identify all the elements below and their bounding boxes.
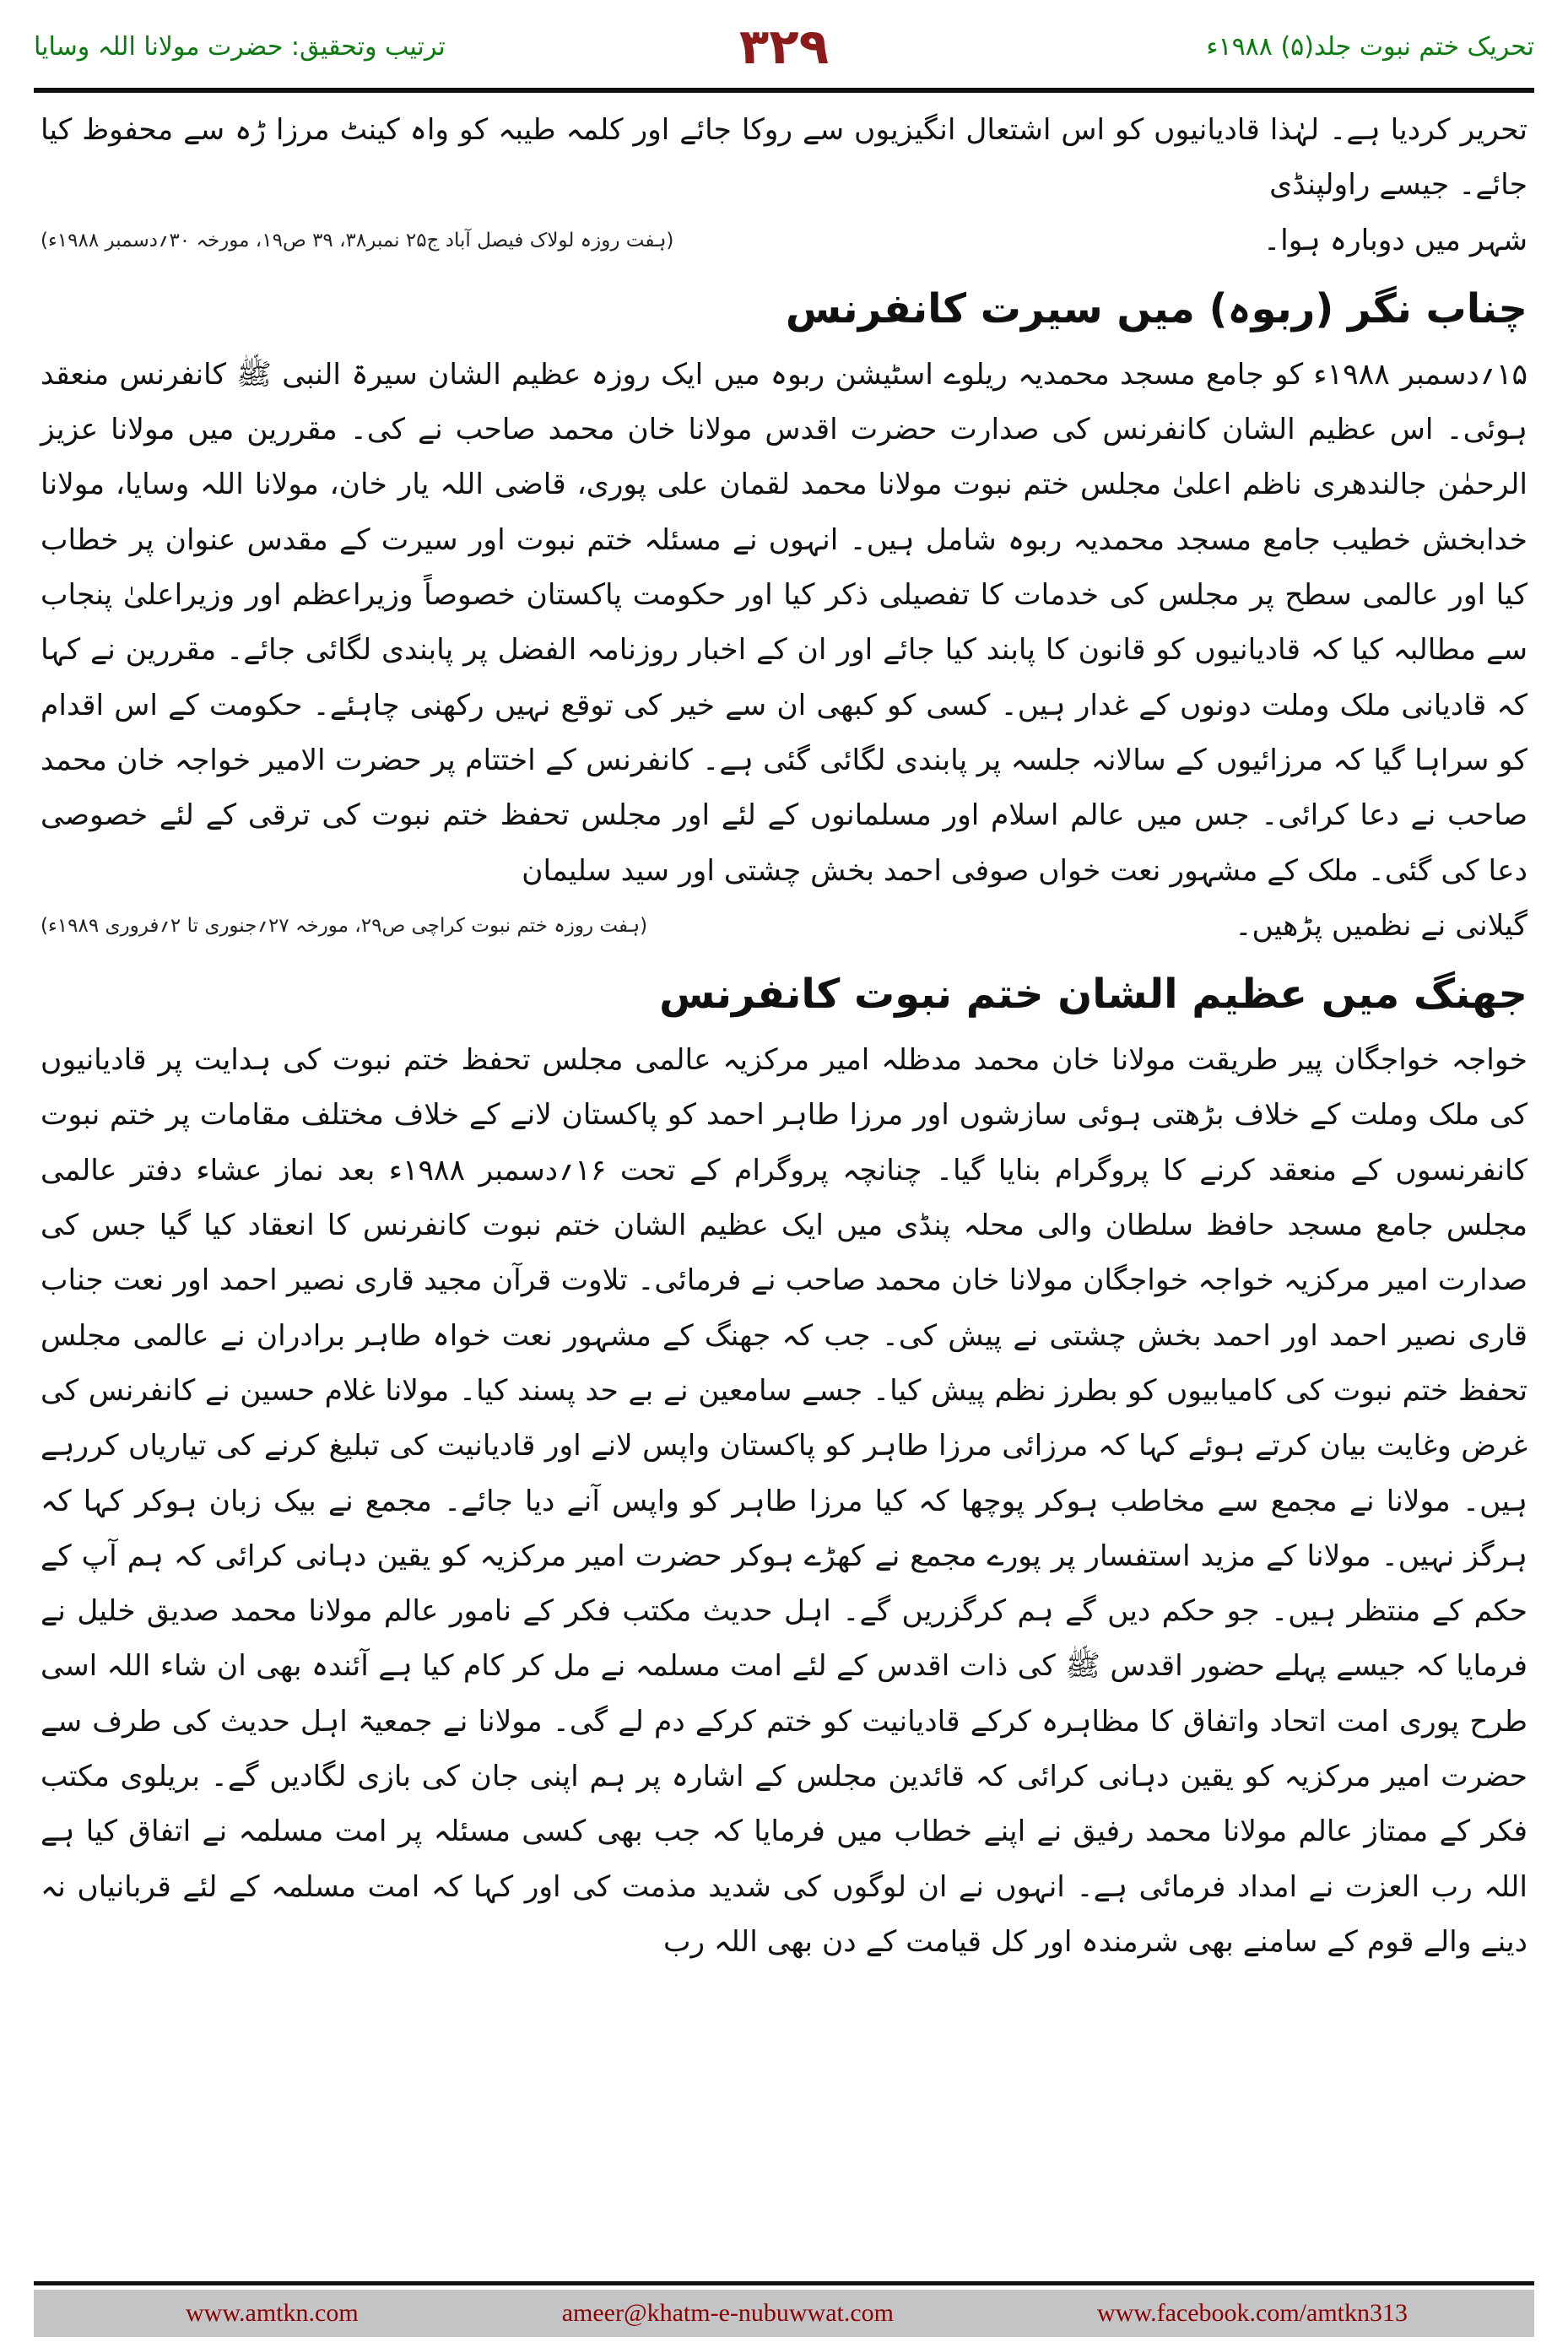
section1-closing-line: [41, 899, 1527, 954]
section2-heading: جھنگ میں عظیم الشان ختم نبوت کانفرنس: [659, 971, 1527, 1019]
compiler-credit: ترتیب وتحقیق: حضرت مولانا اللہ وسایا: [34, 31, 446, 62]
website-link[interactable]: www.amtkn.com: [186, 2299, 359, 2327]
page-header: [34, 17, 1534, 76]
section1-heading: چناب نگر (ربوہ) میں سیرت کانفرنس: [785, 284, 1527, 333]
facebook-link[interactable]: www.facebook.com/amtkn313: [1097, 2299, 1408, 2327]
section2-body: خواجہ خواجگان پیر طریقت مولانا خان محمد مدظلہ امیر مرکزیہ عالمی مجلس تحفظ ختم نبوت کی ہدایت پر قادیانیوں کی ملک وملت کے خلاف بڑھتی ہوئی سازشوں اور مرزا طاہر احمد کو پاکستان لانے کے خلاف مختلف مقامات پر ختم نبوت کانفرنسوں کے منعقد کرنے کا پروگرام بنایا گیا۔ چنانچہ پروگرام کے تحت ۱۶؍دسمبر ۱۹۸۸ء بعد نماز عشاء دفتر عالمی مجلس جامع مسجد حافظ سلطان والی محلہ پنڈی میں ایک عظیم الشان ختم نبوت کانفرنس کا انعقاد کیا گیا جس کی صدارت امیر مرکزیہ خواجہ خواجگان مولانا خان محمد صاحب نے فرمائی۔ تلاوت قرآن مجید قاری نصیر احمد اور نعت جناب قاری نصیر احمد اور احمد بخش چشتی نے پیش کی۔ جب کہ جھنگ کے مشہور نعت خواہ طاہر برادران نے عالمی مجلس تحفظ ختم نبوت کی کامیابیوں کو بطرز نظم پیش کیا۔ جسے سامعین نے بے حد پسند کیا۔ مولانا غلام حسین نے کانفرنس کی غرض وغایت بیان کرتے ہوئے کہا کہ مرزائی مرزا طاہر کو پاکستان واپس لانے اور قادیانیت کی تبلیغ کرنے کی تیاریاں کررہے ہیں۔ مولانا نے مجمع سے مخاطب ہوکر پوچھا کہ کیا مرزا طاہر کو واپس آنے دیا جائے۔ مجمع نے بیک زبان ہوکر کہا کہ ہرگز نہیں۔ مولانا کے مزید استفسار پر پورے مجمع نے کھڑے ہوکر حضرت امیر مرکزیہ کو یقین دہانی کرائی کہ ہم آپ کے حکم کے منتظر ہیں۔ جو حکم دیں گے ہم کرگزریں گے۔ اہل حدیث مکتب فکر کے نامور عالم مولانا محمد صدیق خلیل نے فرمایا کہ جیسے پہلے حضور اقدس ﷺ کی ذات اقدس کے لئے امت مسلمہ نے مل کر کام کیا ہے آئندہ بھی ان شاء اللہ اسی طرح پوری امت اتحاد واتفاق کا مظاہرہ کرکے قادیانیت کو ختم کرکے دم لے گی۔ مولانا نے جمعیۃ اہل حدیث کی طرف سے حضرت امیر مرکزیہ کو یقین دہانی کرائی کہ قائدین مجلس کے اشارہ پر ہم اپنی جان کی بازی لگادیں گے۔ بریلوی مکتب فکر کے ممتاز عالم مولانا محمد رفیق نے اپنے خطاب میں فرمایا کہ جب بھی کسی مسئلہ پر امت مسلمہ نے اتفاق کیا ہے اللہ رب العزت نے امداد فرمائی ہے۔ انہوں نے ان لوگوں کی شدید مذمت کی اور کہا کہ امت مسلمہ کے لئے قربانیاں نہ دینے والے قوم کے سامنے بھی شرمندہ اور کل قیامت کے دن بھی اللہ رب: [41, 1043, 1527, 1959]
intro-citation: (ہفت روزہ لولاک فیصل آباد ج۲۵ نمبر۳۸، ۳۹ ص۱۹، مورخہ ۳۰؍دسمبر ۱۹۸۸ء): [41, 229, 674, 252]
page-body: [41, 103, 1527, 1970]
section1-body: ۱۵؍دسمبر ۱۹۸۸ء کو جامع مسجد محمدیہ ریلوے اسٹیشن ربوہ میں ایک روزہ عظیم الشان سیرۃ النبی ﷺ کانفرنس منعقد ہوئی۔ اس عظیم الشان کانفرنس کی صدارت حضرت اقدس مولانا خان محمد صاحب نے کی۔ مقررین میں مولانا عزیز الرحمٰن جالندھری ناظم اعلیٰ مجلس ختم نبوت مولانا محمد لقمان علی پوری، قاضی اللہ یار خان، مولانا اللہ وسایا، مولانا خدابخش خطیب جامع مسجد محمدیہ ربوہ شامل ہیں۔ انہوں نے مسئلہ ختم نبوت اور سیرت کے مقدس عنوان پر خطاب کیا اور عالمی سطح پر مجلس کی خدمات کا تفصیلی ذکر کیا اور حکومت پاکستان خصوصاً وزیراعظم اور وزیراعلیٰ پنجاب سے مطالبہ کیا کہ قادیانیوں کو قانون کا پابند کیا جائے اور ان کے اخبار روزنامہ الفضل پر پابندی لگائی جائے۔ مقررین نے کہا کہ قادیانی ملک وملت دونوں کے غدار ہیں۔ کسی کو کبھی ان سے خیر کی توقع نہیں رکھنی چاہئے۔ حکومت کے اس اقدام کو سراہا گیا کہ مرزائیوں کے سالانہ جلسہ پر پابندی لگائی گئی ہے۔ کانفرنس کے اختتام پر حضرت الامیر خواجہ خان محمد صاحب نے دعا کرائی۔ جس میں عالم اسلام اور مسلمانوں کے لئے اور مجلس تحفظ ختم نبوت کی ترقی کے لئے خصوصی دعا کی گئی۔ ملک کے مشہور نعت خواں صوفی احمد بخش چشتی اور سید سلیمان: [41, 357, 1528, 888]
page-footer: [34, 2290, 1534, 2337]
intro-paragraph: تحریر کردیا ہے۔ لہٰذا قادیانیوں کو اس اشتعال انگیزیوں سے روکا جائے اور کلمہ طیبہ کو واہ کینٹ مرزا ڑہ سے محفوظ کیا جائے۔ جیسے راولپنڈی: [41, 113, 1527, 203]
header-divider: [34, 88, 1534, 93]
email-link[interactable]: ameer@khatm-e-nubuwwat.com: [561, 2299, 895, 2327]
book-title: تحریک ختم نبوت جلد(۵) ۱۹۸۸ء: [1206, 31, 1534, 62]
section1-closing-text: گیلانی نے نظمیں پڑھیں۔: [1235, 908, 1527, 943]
section1-citation: (ہفت روزہ ختم نبوت کراچی ص۲۹، مورخہ ۲۷؍جنوری تا ۲؍فروری ۱۹۸۹ء): [41, 914, 648, 937]
footer-divider: [34, 2281, 1534, 2285]
intro-closing-text: شہر میں دوبارہ ہوا۔: [1263, 223, 1527, 257]
page-number: ۳۲۹: [738, 18, 830, 75]
intro-closing-line: [41, 214, 1527, 268]
